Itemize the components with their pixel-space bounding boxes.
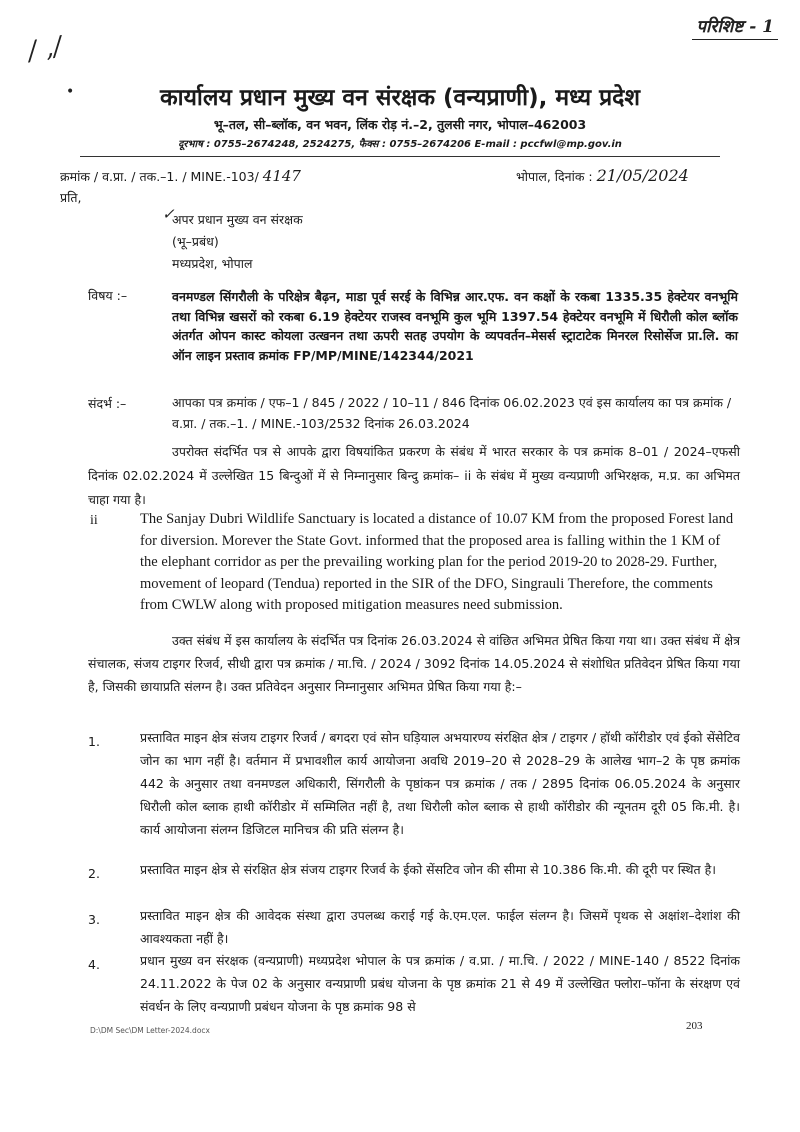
point-number: 4. xyxy=(88,957,100,972)
point-number: 2. xyxy=(88,866,100,881)
salutation-prati: प्रति, xyxy=(60,190,82,205)
letter-date xyxy=(516,165,689,188)
point-text: प्रधान मुख्य वन संरक्षक (वन्यप्राणी) मध्यप्रदेश भोपाल के पत्र क्रमांक / व.प्रा. / मा.चि. / 2022 / MINE-140 / 8522 दिनांक 24.11.2022 के पेज 02 के अनुसार वन्यप्राणी प्रबंध योजना के पृष्ठ क्रमांक 21 से 49 में उल्लेखित फ्लोरा–फॉना के संरक्षण एवं संवर्धन के लिए वन्यप्राणी प्रबंधन योजना के पृष्ठ क्रमांक 98 से xyxy=(140,953,740,1014)
body-paragraph-2: उक्त संबंध में इस कार्यालय के संदर्भित पत्र दिनांक 26.03.2024 से वांछित अभिमत प्रेषित किया गया था। उक्त संबंध में क्षेत्र संचालक, संजय टाइगर रिजर्व, सीधी द्वारा पत्र क्रमांक / मा.चि. / 2024 / 3092 दिनांक 14.05.2024 से संशोधित प्रतिवेदन प्रेषित किया गया है, जिसकी छायाप्रति संलग्न है। उक्त प्रतिवेदन अनुसार निम्नानुसार अभिमत प्रेषित किया गया है:– xyxy=(88,633,740,694)
subject-label: विषय :– xyxy=(88,288,128,303)
annex-mark: परिशिष्ट - 1 xyxy=(692,14,778,40)
date-prefix: भोपाल, दिनांक : xyxy=(516,169,593,184)
office-address: भू–तल, सी–ब्लॉक, वन भवन, लिंक रोड़ नं.–2, तुलसी नगर, भोपाल–462003 xyxy=(213,117,587,132)
footer-page-number: 203 xyxy=(686,1020,703,1032)
margin-scribble: / ,/ xyxy=(25,31,65,67)
subject-text: वनमण्डल सिंगरौली के परिक्षेत्र बैढ़न, माडा पूर्व सरई के विभिन्न आर.एफ. वन कक्षों के रकबा 1335.35 हेक्टेयर वनभूमि तथा विभिन्न खसरों को रकबा 6.19 हेक्टेयर राजस्व वनभूमि कुल भूमि 1397.54 हेक्टेयर वनभूमि में धिरौली कोल ब्लॉक अंतर्गत ओपन कास्ट कोयला उत्खनन तथा ऊपरी सतह उपयोग के व्यपवर्तन–मेसर्स स्ट्राटाटेक मिनरल रिसोर्सेज प्रा.लि. का ऑन लाइन प्रस्ताव क्रमांक FP/MP/MINE/142344/2021 xyxy=(172,289,738,363)
reference-handwritten-number: 4147 xyxy=(262,167,301,185)
office-title: कार्यालय प्रधान मुख्य वन संरक्षक (वन्यप्राणी), मध्य प्रदेश xyxy=(159,85,641,111)
reference-label: संदर्भ :– xyxy=(88,396,127,411)
tick-mark-icon: ✓ xyxy=(162,205,175,223)
addressee-line: मध्यप्रदेश, भोपाल xyxy=(172,256,253,271)
point-ii-label: ii xyxy=(90,513,98,528)
point-number: 1. xyxy=(88,734,100,749)
reference-text: आपका पत्र क्रमांक / एफ–1 / 845 / 2022 / 10–11 / 846 दिनांक 06.02.2023 एवं इस कार्यालय का पत्र क्रमांक / व.प्रा. / तक.–1. / MINE.-103/2532 दिनांक 26.03.2024 xyxy=(172,395,732,431)
addressee-line: (भू–प्रबंध) xyxy=(172,234,219,249)
header-divider xyxy=(80,156,720,157)
point-text: प्रस्तावित माइन क्षेत्र की आवेदक संस्था द्वारा उपलब्ध कराई गई के.एम.एल. फाईल संलग्न है। जिसमें पृथक से अक्षांश–देशांश की आवश्यकता नहीं है। xyxy=(140,908,740,946)
addressee-block xyxy=(172,209,303,275)
reference-prefix: क्रमांक / व.प्रा. / तक.–1. / MINE.-103/ xyxy=(60,169,259,184)
point-ii-text: The Sanjay Dubri Wildlife Sanctuary is located a distance of 10.07 KM from the proposed Forest land for diversion. Morever the State Govt. informed that the proposed area is falling within the 1 KM of the elephant corridor as per the prevailing working plan for the period 2019-20 to 2028-29. Further, movement of leopard (Tendua) reported in the SIR of the DFO, Singrauli Therefore, the comments from CWLW along with proposed mitigation measures need submission. xyxy=(140,511,734,613)
point-text: प्रस्तावित माइन क्षेत्र संजय टाइगर रिजर्व / बगदरा एवं सोन घड़ियाल अभयारण्य संरक्षित क्षेत्र / टाइगर / हॉथी कॉरीडोर एवं ईको सेंसेटिव जोन का भाग नहीं है। वर्तमान में प्रभावशील कार्य आयोजना अवधि 2019–20 से 2028–29 के आलेख भाग–2 के पृष्ठ क्रमांक 442 के अनुसार तथा वनमण्डल अधिकारी, सिंगरौली के पृष्ठांकन पत्र क्रमांक / तक / 2895 दिनांक 06.05.2024 के अनुसार धिरौली कोल ब्लाक हाथी कॉरीडोर में सम्मिलित नहीं है, तथा धिरौली कोल ब्लाक से हाथी कॉरीडोर की न्यूनतम दूरी 05 कि.मी. है। कार्य आयोजना संलग्न डिजिटल मानिचत्र की प्रति संलग्न है। xyxy=(140,730,740,837)
date-handwritten: 21/05/2024 xyxy=(596,166,689,185)
addressee-line: अपर प्रधान मुख्य वन संरक्षक xyxy=(172,212,303,227)
point-text: प्रस्तावित माइन क्षेत्र से संरक्षित क्षेत्र संजय टाइगर रिजर्व के ईको सेंसटिव जोन की सीमा से 10.386 कि.मी. की दूरी पर स्थित है। xyxy=(140,862,717,877)
office-contact: दूरभाष : 0755–2674248, 2524275, फैक्स : 0755–2674206 E-mail : pccfwl@mp.gov.in xyxy=(178,139,622,150)
body-paragraph-1: उपरोक्त संदर्भित पत्र से आपके द्वारा विषयांकित प्रकरण के संबंध में भारत सरकार के पत्र क्रमांक 8–01 / 2024–एफसी दिनांक 02.02.2024 में उल्लेखित 15 बिन्दुओं में से निम्नानुसार बिन्दु क्रमांक– ii के संबंध में मुख्य वन्यप्राणी अभिरक्षक, म.प्र. का अभिमत चाहा गया है। xyxy=(88,444,740,507)
point-number: 3. xyxy=(88,912,100,927)
margin-dot: • xyxy=(66,84,75,100)
footer-file-path: D:\DM Sec\DM Letter-2024.docx xyxy=(90,1026,210,1035)
reference-number xyxy=(60,165,301,188)
